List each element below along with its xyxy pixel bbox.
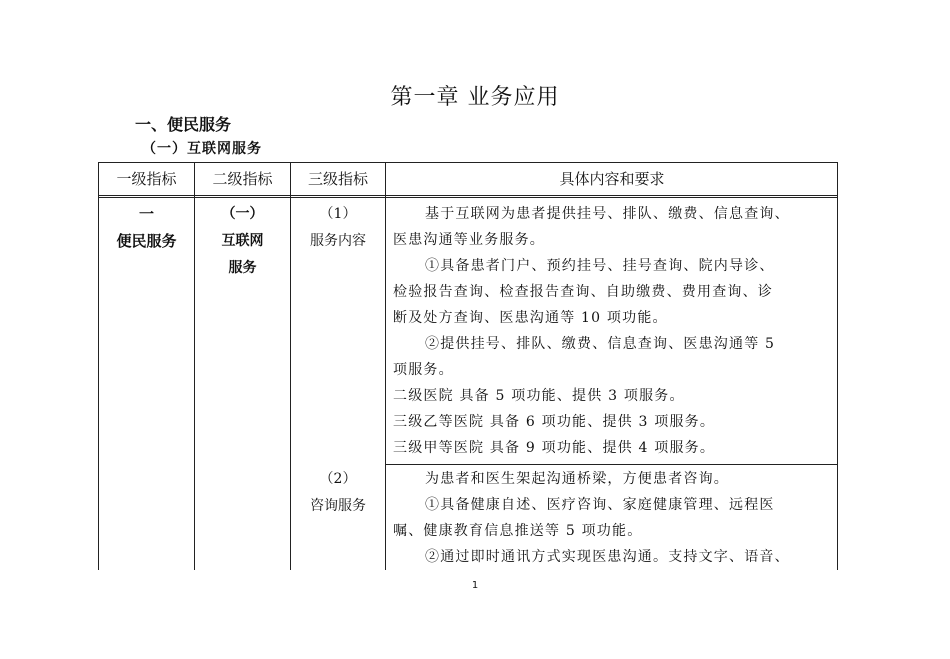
content-line: 三级乙等医院 具备 6 项功能、提供 3 项服务。 [393, 414, 716, 430]
level3-name: 服务内容 [310, 233, 366, 249]
page-number: 1 [471, 580, 479, 591]
header-level3: 三级指标 [307, 170, 368, 188]
content-line: 断及处方查询、医患沟通等 10 项功能。 [393, 310, 668, 326]
content-line: ②通过即时通讯方式实现医患沟通。支持文字、语音、 [425, 549, 790, 565]
content-line: 二级医院 具备 5 项功能、提供 3 项服务。 [393, 388, 685, 404]
level2-name-line2: 服务 [228, 260, 257, 276]
subsection-heading: （一）互联网服务 [142, 141, 262, 157]
content-line: ①具备健康自述、医疗咨询、家庭健康管理、远程医 [425, 497, 775, 513]
content-line: 为患者和医生架起沟通桥梁，方便患者咨询。 [425, 471, 729, 487]
level1-number: 一 [138, 205, 154, 223]
content-line: 医患沟通等业务服务。 [393, 232, 545, 248]
chapter-title: 第一章 业务应用 [390, 85, 560, 110]
indicator-table [98, 162, 838, 570]
header-level1: 一级指标 [116, 170, 177, 188]
content-line: 项服务。 [393, 362, 454, 378]
level2-number: （一） [221, 206, 264, 222]
header-divider [99, 195, 837, 198]
header-content: 具体内容和要求 [559, 170, 665, 188]
row-divider [385, 464, 837, 465]
level3-number: （1） [319, 206, 357, 222]
content-cell-service-content [391, 201, 836, 461]
level1-name: 便民服务 [116, 232, 177, 250]
level3-name: 咨询服务 [310, 498, 366, 514]
level3-cell-consult-service [291, 466, 385, 520]
content-line: 检验报告查询、检查报告查询、自助缴费、费用查询、诊 [393, 284, 773, 300]
level2-cell [195, 201, 290, 282]
content-line: 三级甲等医院 具备 9 项功能、提供 4 项服务。 [393, 440, 716, 456]
content-line: 基于互联网为患者提供挂号、排队、缴费、信息查询、 [425, 206, 790, 222]
content-line: ①具备患者门户、预约挂号、挂号查询、院内导诊、 [425, 258, 775, 274]
level2-name-line1: 互联网 [221, 233, 264, 249]
level1-cell [99, 201, 194, 255]
content-line: 嘱、健康教育信息推送等 5 项功能。 [393, 523, 643, 539]
column-divider [385, 163, 386, 570]
level3-number: （2） [319, 471, 357, 487]
content-cell-consult-service [391, 466, 836, 570]
content-line: ②提供挂号、排队、缴费、信息查询、医患沟通等 5 [425, 336, 776, 352]
section-heading: 一、便民服务 [135, 115, 232, 134]
header-level2: 二级指标 [212, 170, 273, 188]
level3-cell-service-content [291, 201, 385, 255]
